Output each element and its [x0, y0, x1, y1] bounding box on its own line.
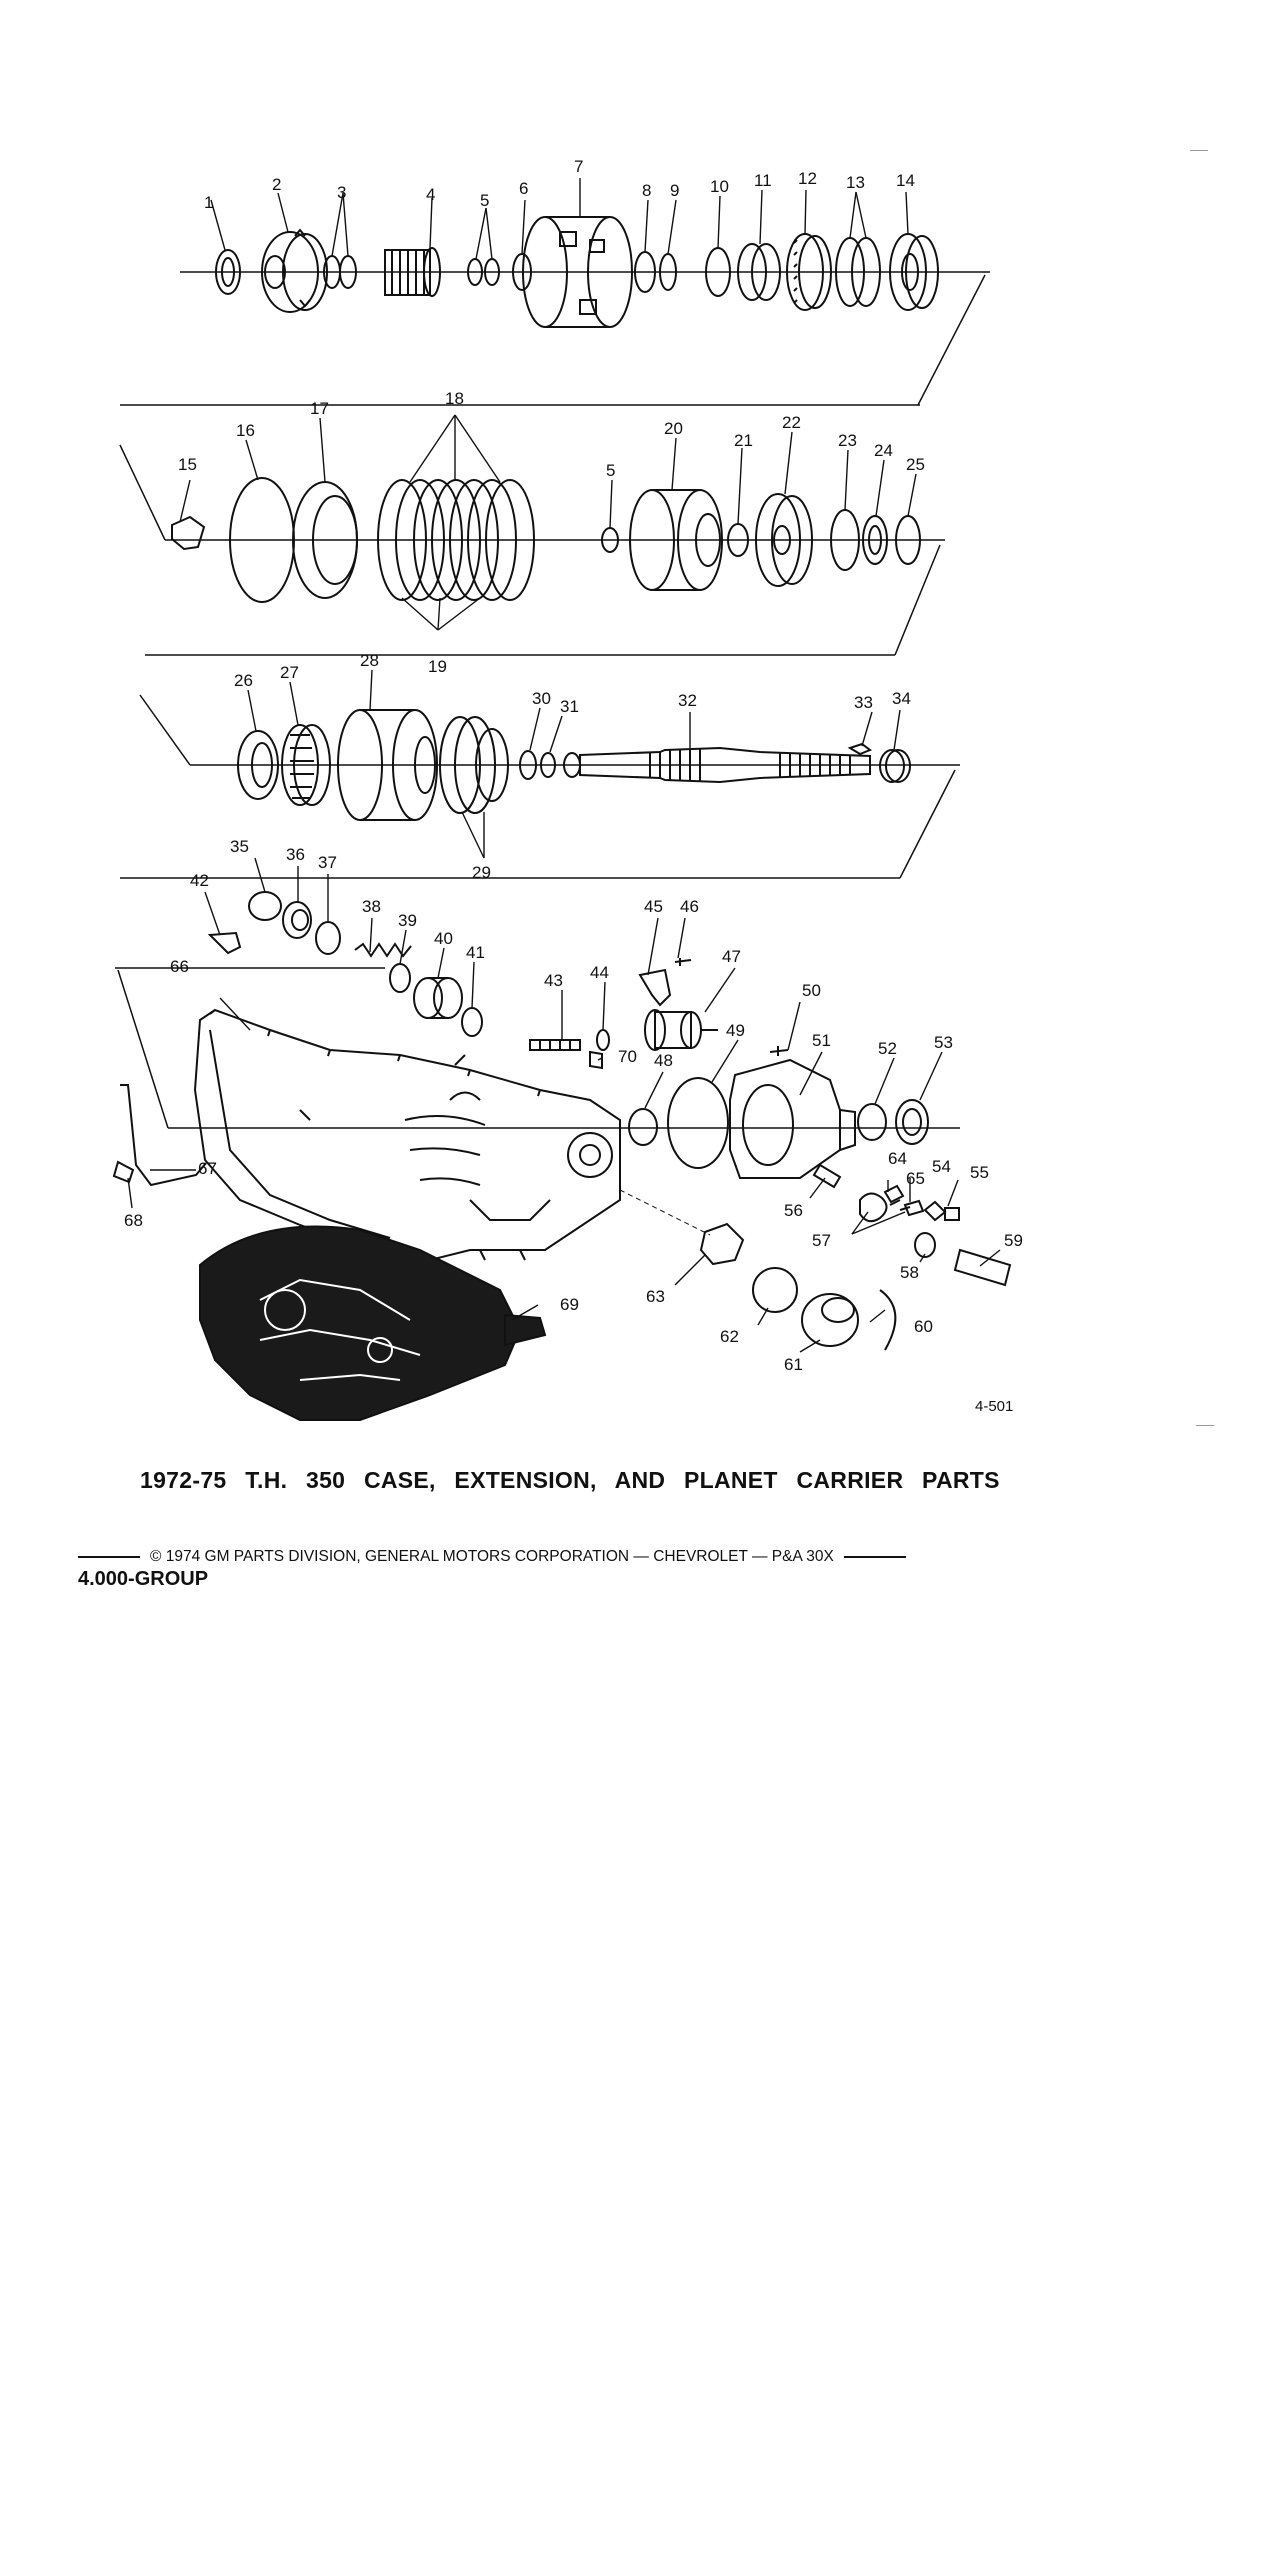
callout-29: 29 — [472, 863, 491, 882]
callout-30: 30 — [532, 689, 551, 708]
callout-44: 44 — [590, 963, 609, 982]
callout-11: 11 — [754, 171, 772, 190]
row3-right-frame — [900, 770, 955, 878]
callout-26: 26 — [234, 671, 253, 690]
margin-mark — [1190, 150, 1208, 151]
callout-40: 40 — [434, 929, 453, 948]
page-title: 1972-75 T.H. 350 CASE, EXTENSION, AND PLANET CARRIER PARTS — [140, 1467, 1000, 1493]
callout-47: 47 — [722, 947, 741, 966]
part-69-transmission-assembly — [200, 1227, 545, 1420]
callout-52: 52 — [878, 1039, 897, 1058]
callout-69: 69 — [560, 1295, 579, 1314]
part-48-seal — [629, 1109, 657, 1145]
part-2-sun-gear — [262, 230, 327, 312]
callout-37: 37 — [318, 853, 337, 872]
callout-19: 19 — [428, 657, 447, 676]
callout-62: 62 — [720, 1327, 739, 1346]
callout-46: 46 — [680, 897, 699, 916]
callout-31: 31 — [560, 697, 579, 716]
part-50-bolt — [770, 1046, 788, 1056]
callout-36: 36 — [286, 845, 305, 864]
part-57-governor — [860, 1193, 910, 1221]
part-53-seal — [896, 1100, 928, 1144]
part-35-snap-ring — [249, 892, 281, 920]
part-34-speedo-gear — [880, 750, 910, 782]
callout-10: 10 — [710, 177, 729, 196]
callout-14: 14 — [896, 171, 915, 190]
callout-39: 39 — [398, 911, 417, 930]
part-45-retainer — [640, 970, 670, 1005]
callout-33: 33 — [854, 693, 873, 712]
callout-9: 9 — [670, 181, 680, 200]
callout-1: 1 — [204, 193, 214, 212]
part-41-snap-ring — [462, 1008, 482, 1036]
callout-51: 51 — [812, 1031, 831, 1050]
callout-17: 17 — [310, 399, 329, 418]
copyright-line — [78, 1548, 1023, 1566]
callout-25: 25 — [906, 455, 925, 474]
row2-left-frame — [120, 445, 165, 540]
callout-45: 45 — [644, 897, 663, 916]
part-60-snap-ring — [880, 1290, 895, 1350]
part-54-retainer — [925, 1202, 945, 1220]
callout-8: 8 — [642, 181, 652, 200]
callout-5: 5 — [480, 191, 490, 210]
part-42-switch — [210, 933, 240, 953]
callout-24: 24 — [874, 441, 893, 460]
row3-left-frame — [140, 695, 190, 765]
callout-23: 23 — [838, 431, 857, 450]
part-61-cover — [802, 1294, 858, 1346]
part-47-speedo-driven-gear-sleeve — [645, 1010, 718, 1050]
part-33-key — [850, 744, 870, 754]
callout-66: 66 — [170, 957, 189, 976]
part-58-ring — [915, 1233, 935, 1257]
part-55-plug — [945, 1208, 959, 1220]
figure-id: 4-501 — [975, 1398, 1014, 1415]
callout-68: 68 — [124, 1211, 143, 1230]
callout-42: 42 — [190, 871, 209, 890]
part-49-gasket-ring — [668, 1078, 728, 1168]
copyright-rule-right — [844, 1556, 906, 1558]
part-44-o-ring — [597, 1030, 609, 1050]
callout-20: 20 — [664, 419, 683, 438]
row4-left-frame — [118, 970, 168, 1128]
callout-4: 4 — [426, 185, 436, 204]
callout-64: 64 — [888, 1149, 907, 1168]
callout-55: 55 — [970, 1163, 989, 1182]
part-15-clip — [172, 517, 204, 549]
part-56-pin — [814, 1165, 840, 1187]
callout-27: 27 — [280, 663, 299, 682]
callout-70: 70 — [618, 1047, 637, 1066]
callout-18: 18 — [445, 389, 464, 408]
callout-2: 2 — [272, 175, 282, 194]
callout-60: 60 — [914, 1317, 933, 1336]
row1-right-frame — [918, 275, 985, 405]
callout-59: 59 — [1004, 1231, 1023, 1250]
callout-53: 53 — [934, 1033, 953, 1052]
copyright-rule-left — [78, 1556, 140, 1558]
callout-65: 65 — [906, 1169, 925, 1188]
callout-58: 58 — [900, 1263, 919, 1282]
margin-mark — [1196, 1425, 1214, 1426]
part-66-transmission-case — [195, 1010, 620, 1260]
callout-50: 50 — [802, 981, 821, 1000]
part-51-extension-housing — [730, 1060, 855, 1178]
part-46-bolt — [675, 958, 691, 966]
callout-43: 43 — [544, 971, 563, 990]
part-59-cable — [955, 1250, 1010, 1285]
callout-56: 56 — [784, 1201, 803, 1220]
callout-67: 67 — [198, 1159, 217, 1178]
callout-34: 34 — [892, 689, 911, 708]
part-63-vent — [701, 1224, 743, 1264]
part-37-seal-ring — [316, 922, 340, 954]
callout-7: 7 — [574, 157, 584, 176]
callout-6: 6 — [519, 179, 529, 198]
callout-35: 35 — [230, 837, 249, 856]
callout-16: 16 — [236, 421, 255, 440]
part-62-seal — [753, 1268, 797, 1312]
callout-22: 22 — [782, 413, 801, 432]
callout-49: 49 — [726, 1021, 745, 1040]
group-label: 4.000-GROUP — [78, 1568, 209, 1590]
callout-63: 63 — [646, 1287, 665, 1306]
part-40-piston — [414, 978, 462, 1018]
callout-32: 32 — [678, 691, 697, 710]
copyright-text: © 1974 GM PARTS DIVISION, GENERAL MOTORS CORPORATION — CHEVROLET — P&A 30X — [150, 1548, 834, 1565]
callout-54: 54 — [932, 1157, 951, 1176]
vent-guide-line — [620, 1190, 710, 1235]
callout-13: 13 — [846, 173, 865, 192]
part-39-ring — [390, 964, 410, 992]
callout-3: 3 — [337, 183, 347, 202]
part-36-cup — [283, 902, 311, 938]
callout-12: 12 — [798, 169, 817, 188]
callout-15: 15 — [178, 455, 197, 474]
callout-38: 38 — [362, 897, 381, 916]
callout-48: 48 — [654, 1051, 673, 1070]
part-43-shaft — [530, 1040, 580, 1050]
callout-21: 21 — [734, 431, 753, 450]
callout-41: 41 — [466, 943, 485, 962]
callout-5-second: 5 — [606, 461, 616, 480]
callout-57: 57 — [812, 1231, 831, 1250]
part-52-bushing — [858, 1104, 886, 1140]
callout-61: 61 — [784, 1355, 803, 1374]
callout-28: 28 — [360, 651, 379, 670]
part-68-fitting — [114, 1162, 133, 1182]
part-70-clip — [590, 1052, 602, 1068]
